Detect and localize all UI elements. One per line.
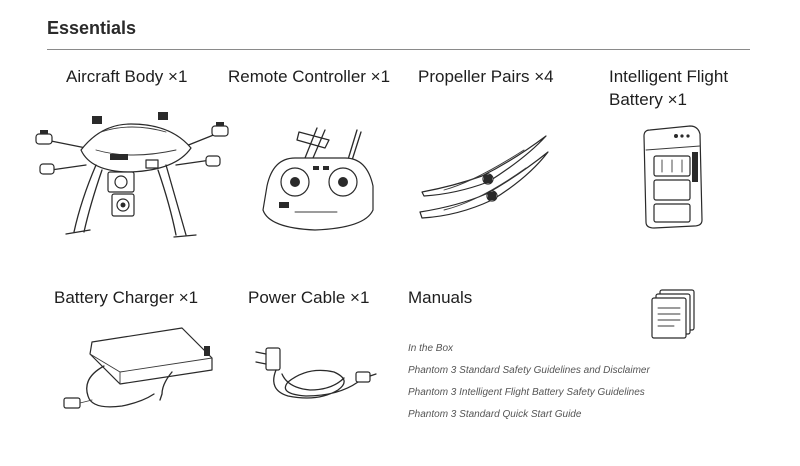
item-label-charger: Battery Charger ×1 bbox=[54, 288, 199, 307]
item-label-propellers: Propeller Pairs ×4 bbox=[418, 67, 554, 86]
manual-title-quick-start: Phantom 3 Standard Quick Start Guide bbox=[408, 409, 582, 420]
battery-icon bbox=[636, 122, 710, 232]
propeller-icon bbox=[414, 130, 554, 225]
item-label-battery: Intelligent Flight bbox=[609, 67, 729, 86]
manuals-icon bbox=[648, 288, 698, 340]
remote-controller-icon bbox=[255, 118, 380, 243]
section-divider bbox=[47, 49, 750, 50]
item-label-power-cable: Power Cable ×1 bbox=[248, 288, 370, 307]
power-cable-icon bbox=[248, 320, 378, 410]
manual-title-battery-safety: Phantom 3 Intelligent Flight Battery Safety Guidelines bbox=[408, 387, 645, 398]
item-label-remote-controller: Remote Controller ×1 bbox=[228, 67, 391, 86]
item-label-aircraft: Aircraft Body ×1 bbox=[66, 67, 188, 86]
aircraft-icon bbox=[26, 110, 236, 245]
manual-title-safety-guidelines: Phantom 3 Standard Safety Guidelines and Disclaimer bbox=[408, 365, 650, 376]
item-label-manuals: Manuals bbox=[408, 288, 473, 307]
manual-title-in-the-box: In the Box bbox=[408, 343, 454, 354]
section-title: Essentials bbox=[47, 18, 137, 38]
item-label-battery-line2: Battery ×1 bbox=[609, 90, 687, 109]
charger-icon bbox=[62, 318, 222, 423]
